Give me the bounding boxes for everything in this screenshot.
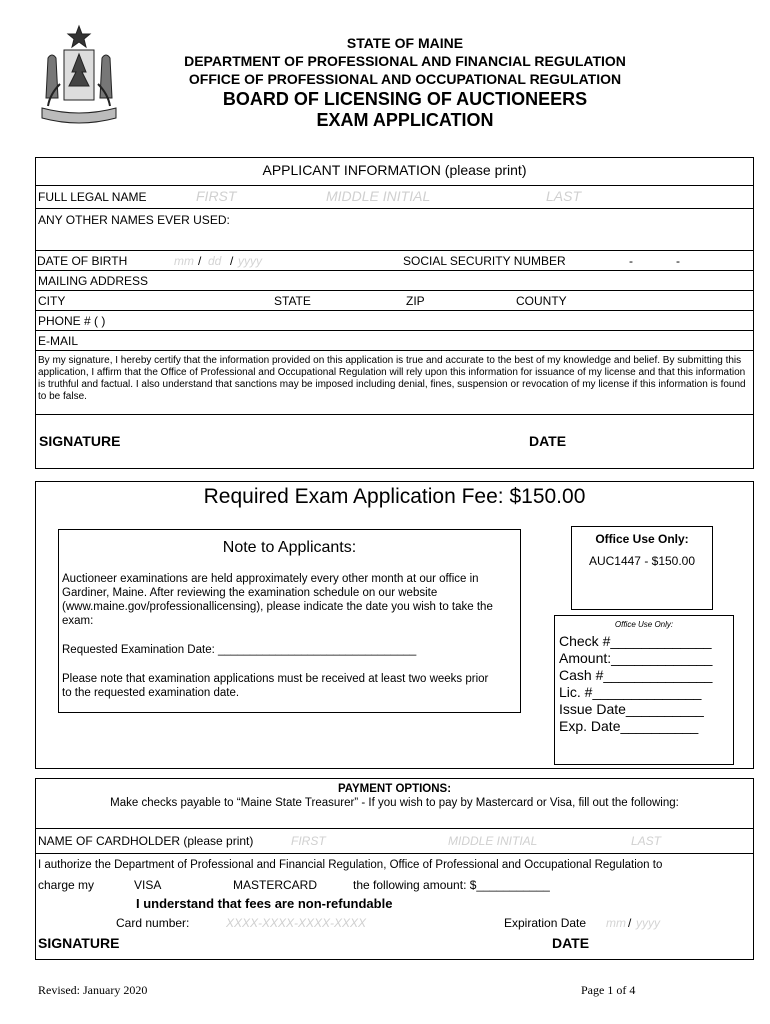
payment-title-row xyxy=(36,779,753,829)
fee-title: Required Exam Application Fee: $150.00 xyxy=(203,485,586,508)
office-use-box-1 xyxy=(571,526,713,610)
last-name-input[interactable] xyxy=(546,187,736,205)
cardholder-last-input[interactable] xyxy=(631,833,741,849)
requested-date-line: _______________________________ xyxy=(217,644,417,656)
fee-section xyxy=(35,481,754,769)
applicant-title-row xyxy=(36,158,753,186)
expiration-label: Expiration Date xyxy=(504,916,587,930)
office-use-small-title: Office Use Only: xyxy=(614,620,674,629)
check-number-field: Check #_____________ xyxy=(559,633,712,649)
authorize-text: I authorize the Department of Professional and Financial Regulation, Office of Professional and Occupational Regulation to xyxy=(38,859,663,871)
ssn-label: SOCIAL SECURITY NUMBER xyxy=(403,254,566,268)
dob-dd-placeholder[interactable]: dd xyxy=(208,254,222,268)
city-row xyxy=(36,291,753,311)
requested-date-label: Requested Examination Date: xyxy=(62,644,218,656)
issue-date-field: Issue Date__________ xyxy=(559,701,704,717)
mastercard-option[interactable]: MASTERCARD xyxy=(233,878,318,892)
payment-signature-label: SIGNATURE xyxy=(38,935,120,951)
certification-row xyxy=(36,351,753,415)
dob-ssn-row xyxy=(36,251,753,271)
exp-mm-placeholder[interactable]: mm xyxy=(606,916,626,930)
state-label: STATE xyxy=(274,294,311,308)
zip-label: ZIP xyxy=(406,294,425,308)
payment-title: PAYMENT OPTIONS: xyxy=(337,783,452,795)
county-label: COUNTY xyxy=(516,294,567,308)
middle-initial-input[interactable] xyxy=(326,187,526,205)
exp-yyyy-placeholder[interactable]: yyyy xyxy=(636,916,660,930)
card-number-input[interactable] xyxy=(226,915,426,931)
other-names-input[interactable] xyxy=(38,229,738,247)
revised-date: Revised: January 2020 xyxy=(38,983,148,997)
payment-subtitle: Make checks payable to “Maine State Treasurer” - If you wish to pay by Mastercard or Visa, fill out the following: xyxy=(110,797,679,809)
applicant-date-label: DATE xyxy=(529,433,567,449)
email-row xyxy=(36,331,753,351)
office-use-box-2 xyxy=(554,615,734,765)
other-names-label: ANY OTHER NAMES EVER USED: xyxy=(38,213,230,227)
mailing-row xyxy=(36,271,753,291)
note-to-applicants-box xyxy=(58,529,521,713)
payment-date-label: DATE xyxy=(552,935,590,951)
cardholder-label: NAME OF CARDHOLDER (please print) xyxy=(38,834,254,848)
dob-slash: / xyxy=(198,254,202,268)
page-title: EXAM APPLICATION xyxy=(316,110,494,130)
office-use-title: Office Use Only: xyxy=(595,532,689,546)
phone-row xyxy=(36,311,753,331)
header-state: STATE OF MAINE xyxy=(346,35,464,51)
requested-date-field[interactable] xyxy=(62,644,416,656)
applicant-signature-label: SIGNATURE xyxy=(39,433,121,449)
city-label: CITY xyxy=(38,294,66,308)
first-name-input[interactable] xyxy=(196,187,316,205)
office-use-code: AUC1447 - $150.00 xyxy=(588,554,696,568)
charge-amount-field[interactable]: the following amount: $___________ xyxy=(353,878,550,892)
ssn-dash: - xyxy=(676,254,680,268)
mailing-address-input[interactable] xyxy=(166,272,736,288)
email-label: E-MAIL xyxy=(38,334,79,348)
exp-slash: / xyxy=(628,916,632,930)
mailing-address-label: MAILING ADDRESS xyxy=(38,274,149,288)
full-name-label: FULL LEGAL NAME xyxy=(38,190,147,204)
card-number-label: Card number: xyxy=(116,916,190,930)
note-paragraph-2: Please note that examination applications must be received at least two weeks prior to the requested examination date. xyxy=(62,673,489,699)
charge-my-label: charge my xyxy=(38,878,95,892)
applicant-section-title: APPLICANT INFORMATION (please print) xyxy=(262,162,527,178)
nonrefundable-notice: I understand that fees are non-refundable xyxy=(136,896,393,911)
payment-section xyxy=(35,778,754,960)
phone-label: PHONE # ( ) xyxy=(38,314,106,328)
cardholder-middle-input[interactable] xyxy=(448,833,618,849)
expiration-date-field: Exp. Date__________ xyxy=(559,718,699,734)
maine-state-seal-icon xyxy=(34,22,124,132)
full-name-row xyxy=(36,186,753,209)
email-input[interactable] xyxy=(96,332,736,348)
other-names-row xyxy=(36,209,753,251)
dob-mm-placeholder[interactable]: mm xyxy=(174,254,194,268)
note-paragraph-1: Auctioneer examinations are held approximately every other month at our office in Gardiner, Maine. After reviewing the examination schedule on our website (www.maine.gov/professionallicensing), please indicate the date you wish to take the exam: xyxy=(62,573,493,627)
page-number: Page 1 of 4 xyxy=(581,983,636,997)
dob-slash: / xyxy=(230,254,234,268)
license-number-field: Lic. #______________ xyxy=(559,684,702,700)
visa-option[interactable]: VISA xyxy=(134,878,162,892)
cardholder-row xyxy=(36,829,753,854)
cardholder-first-input[interactable] xyxy=(291,833,431,849)
dob-label: DATE OF BIRTH xyxy=(37,254,128,268)
certification-text: By my signature, I hereby certify that the information provided on this application is true and accurate to the best of my knowledge and belief. By submitting this application, I affirm that the Office of Professional and Occupational Regulation will rely upon this information for issuance of my license and that this information is truthful and factual. I also understand that sanctions may be imposed including denial, fines, suspension or revocation of my license if this information is found to be false. xyxy=(38,355,746,402)
header-office: OFFICE OF PROFESSIONAL AND OCCUPATIONAL REGULATION xyxy=(188,71,622,87)
amount-field: Amount:_____________ xyxy=(559,650,713,666)
note-title: Note to Applicants: xyxy=(222,539,357,556)
header-board: BOARD OF LICENSING OF AUCTIONEERS xyxy=(222,89,588,109)
header-department: DEPARTMENT OF PROFESSIONAL AND FINANCIAL REGULATION xyxy=(184,53,626,69)
cash-number-field: Cash #______________ xyxy=(559,667,713,683)
applicant-information-section xyxy=(35,157,754,469)
ssn-dash: - xyxy=(629,254,633,268)
dob-yyyy-placeholder[interactable]: yyyy xyxy=(238,254,262,268)
